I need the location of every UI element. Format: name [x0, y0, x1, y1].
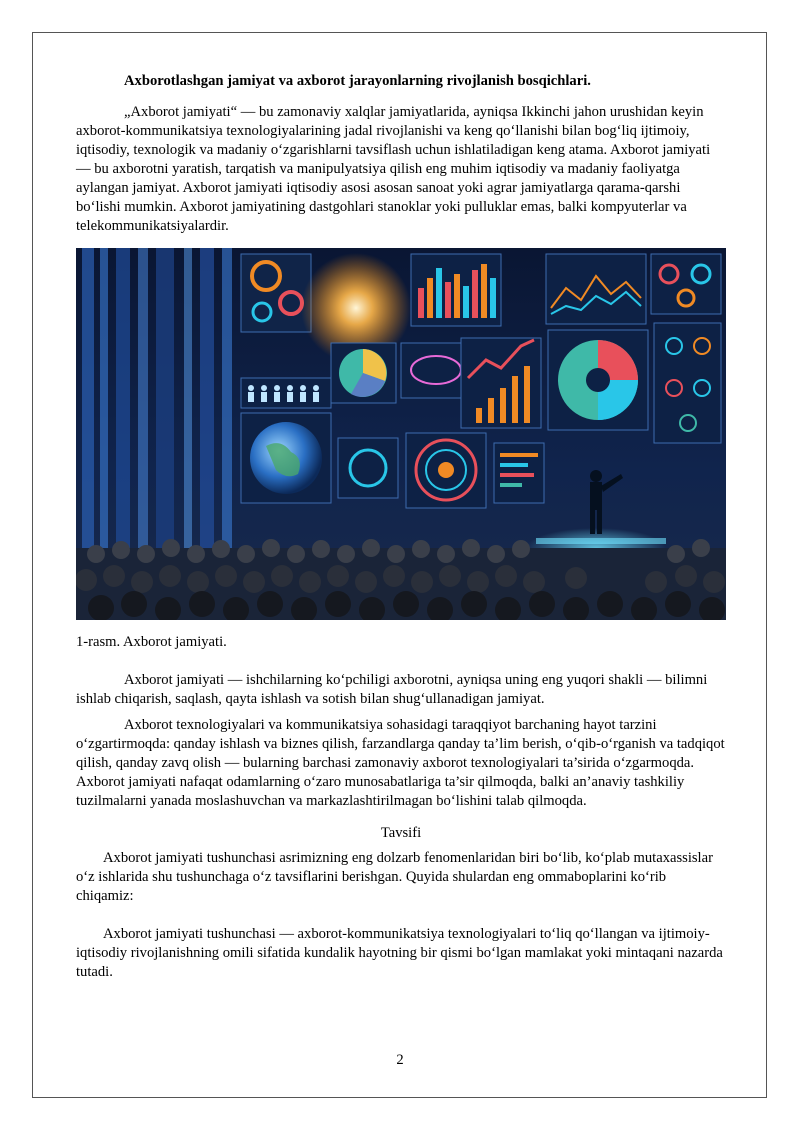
- paragraph-4: Axborot jamiyati tushunchasi asrimizning eng dolzarb fenomenlaridan biri bo‘lib, ko‘plab mutaxassislar o‘z ishlarida shu tushunchaga o‘z tavsiflarini berishgan. Quyida shulardan eng ommaboplarini ko‘rib chiqamiz:: [76, 850, 713, 904]
- document-title: Axborotlashgan jamiyat va axborot jarayonlarning rivojlanish bosqichlari.: [124, 73, 591, 89]
- paragraph-5: Axborot jamiyati tushunchasi — axborot-kommunikatsiya texnologiyalari to‘liq qo‘llangan va ijtimoiy-iqtisodiy rivojlanishning omili sifatida kundalik hayotning bir qismi bo‘lgan mamlakat yoki mintaqani nazarda tutadi.: [76, 926, 723, 980]
- paragraph-1: „Axborot jamiyati“ — bu zamonaviy xalqlar jamiyatlarida, ayniqsa Ikkinchi jahon urushidan keyin axborot-kommunikatsiya texnologiyalarining jadal rivojlanishi va keng qo‘llanishi bilan bog‘liq ijtimoiy, iqtisodiy, texnologik va madaniy o‘zgarishlarni tavsiflash uchun ishlatiladigan keng atama. Axborot jamiyati — bu axborotni yaratish, tarqatish va manipulyatsiya qilish eng muhim iqtisodiy va madaniy faoliyatga aylangan jamiyat. Axborot jamiyati iqtisodiy asosi asosan sanoat yoki agrar jamiyatlarga qarama-qarshi bo‘lishi mumkin. Axborot jamiyatining dastgohlari stanoklar yoki pulluklar emas, balki kompyuterlar va telekommunikatsiyalardir.: [76, 104, 711, 234]
- information-society-illustration: [76, 248, 726, 620]
- figure-caption: 1-rasm. Axborot jamiyati.: [76, 634, 227, 650]
- document-body: [76, 72, 726, 982]
- paragraph-2: Axborot jamiyati — ishchilarning ko‘pchiligi axborotni, ayniqsa uning eng yuqori shakli — bilimni ishlab chiqarish, saqlash, qayta ishlash va sotish bilan shug‘ullanadigan jamiyat.: [76, 672, 708, 707]
- section-subheading: Tavsifi: [380, 825, 422, 841]
- page-number: 2: [396, 1052, 404, 1068]
- paragraph-3: Axborot texnologiyalari va kommunikatsiya sohasidagi taraqqiyot barchaning hayot tarzini o‘zgartirmoqda: qanday ishlash va biznes qilish, farzandlarga qanday ta’lim berish, o‘qib-o‘rganish va tadqiqot qilish, qanday zavq olish — bularning barchasi zamonaviy axborot texnologiyalari ta’sirida o‘zgarmoqda. Axborot jamiyati nafaqat odamlarning o‘zaro munosabatlariga ta’sir qilmoqda, balki an’anaviy tashkiliy tuzilmalarni yanada moslashuvchan va markazlashtirilmagan bo‘lishini talab qilmoqda.: [76, 717, 725, 809]
